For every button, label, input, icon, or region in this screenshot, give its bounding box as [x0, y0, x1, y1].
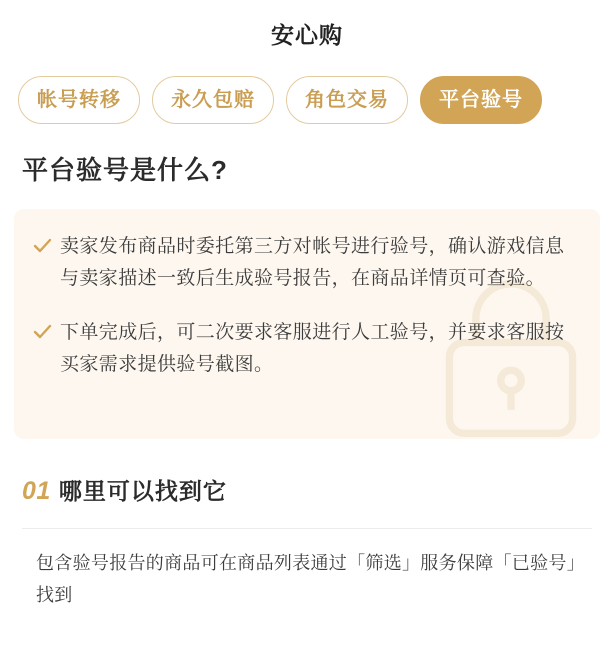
list-item-text: 下单完成后，可二次要求客服进行人工验号，并要求客服按买家需求提供验号截图。	[60, 322, 565, 375]
tab-role-trade[interactable]: 角色交易	[286, 76, 408, 124]
tab-account-transfer[interactable]: 帐号转移	[18, 76, 140, 124]
check-icon	[32, 323, 52, 343]
section-title: 哪里可以找到它	[58, 478, 227, 504]
info-card	[14, 209, 600, 439]
list-item	[32, 317, 582, 381]
section-heading: 平台验号是什么?	[22, 155, 228, 185]
numbered-section-heading	[0, 439, 614, 506]
list-item-text: 卖家发布商品时委托第三方对帐号进行验号，确认游戏信息与卖家描述一致后生成验号报告，在商品详情页可查验。	[60, 236, 565, 289]
tab-platform-verification[interactable]: 平台验号	[420, 76, 542, 124]
section-paragraph: 包含验号报告的商品可在商品列表通过「筛选」服务保障「已验号」找到	[36, 553, 585, 605]
check-icon	[32, 237, 52, 257]
tab-bar	[0, 52, 614, 124]
page-title: 安心购	[271, 22, 343, 48]
section-number: 01	[22, 477, 51, 505]
list-item	[32, 231, 582, 295]
tab-permanent-compensation[interactable]: 永久包赔	[152, 76, 274, 124]
